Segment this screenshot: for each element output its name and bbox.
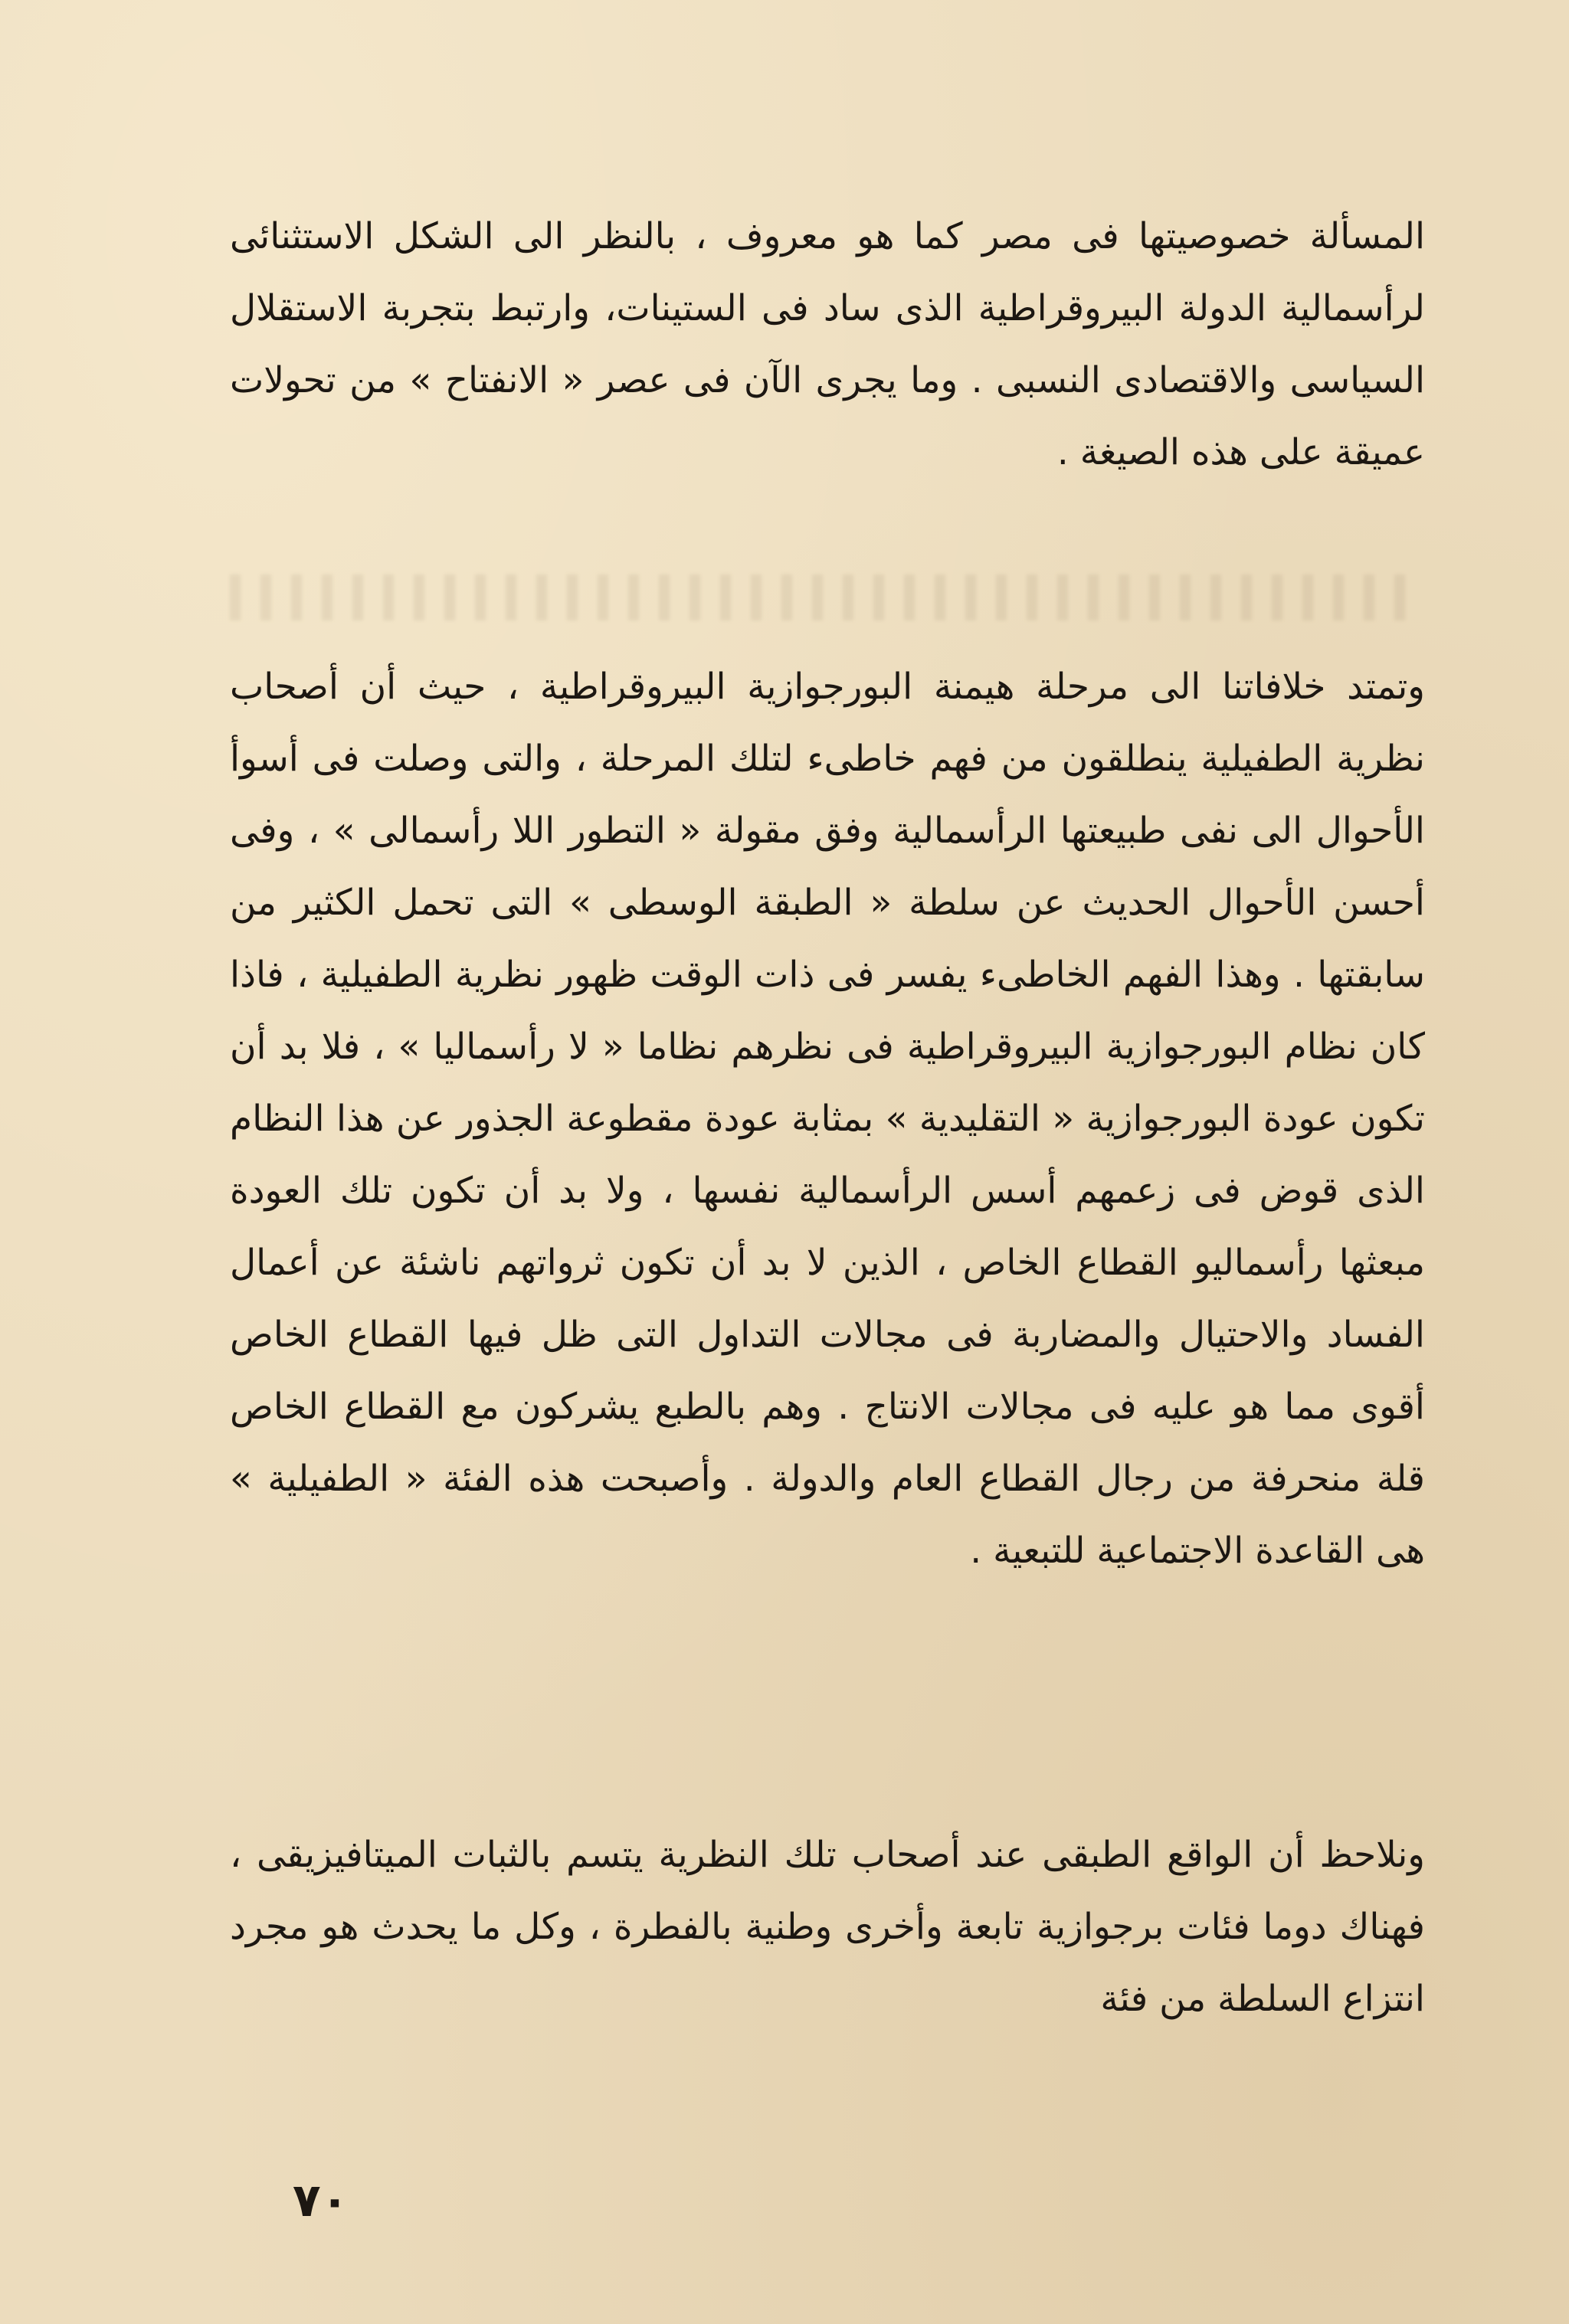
paragraph-1-block [230, 201, 1425, 489]
paragraph-2: وتمتد خلافاتنا الى مرحلة هيمنة البورجوازية البيروقراطية ، حيث أن أصحاب نظرية الطفيلية ينطلقون من فهم خاطىء لتلك المرحلة ، والتى وصلت فى أسوأ الأحوال الى نفى طبيعتها الرأسمالية وفق مقولة « التطور اللا رأسمالى » ، وفى أحسن الأحوال الحديث عن سلطة « الطبقة الوسطى » التى تحمل الكثير من سابقتها . وهذا الفهم الخاطىء يفسر فى ذات الوقت ظهور نظرية الطفيلية ، فاذا كان نظام البورجوازية البيروقراطية فى نظرهم نظاما « لا رأسماليا » ، فلا بد أن تكون عودة البورجوازية « التقليدية » بمثابة عودة مقطوعة الجذور عن هذا النظام الذى قوض فى زعمهم أسس الرأسمالية نفسها ، ولا بد أن تكون تلك العودة مبعثها رأسماليو القطاع الخاص ، الذين لا بد أن تكون ثرواتهم ناشئة عن أعمال الفساد والاحتيال والمضاربة فى مجالات التداول التى ظل فيها القطاع الخاص أقوى مما هو عليه فى مجالات الانتاج . وهم بالطبع يشركون مع القطاع الخاص قلة منحرفة من رجال القطاع العام والدولة . وأصبحت هذه الفئة « الطفيلية » هى القاعدة الاجتماعية للتبعية . [230, 666, 1425, 1572]
paragraph-3-block [230, 1819, 1425, 2035]
paragraph-1: المسألة خصوصيتها فى مصر كما هو معروف ، بالنظر الى الشكل الاستثنائى لرأسمالية الدولة البيروقراطية الذى ساد فى الستينات، وارتبط بتجربة الاستقلال السياسى والاقتصادى النسبى . وما يجرى الآن فى عصر « الانفتاح » من تحولات عميقة على هذه الصيغة . [230, 215, 1425, 473]
paragraph-2-block [230, 651, 1425, 1587]
paragraph-3: ونلاحظ أن الواقع الطبقى عند أصحاب تلك النظرية يتسم بالثبات الميتافيزيقى ، فهناك دوما فئات برجوازية تابعة وأخرى وطنية بالفطرة ، وكل ما يحدث هو مجرد انتزاع السلطة من فئة [230, 1834, 1425, 2020]
page-number: ٧٠ [293, 2174, 349, 2227]
bleed-through-smudge [230, 574, 1425, 620]
